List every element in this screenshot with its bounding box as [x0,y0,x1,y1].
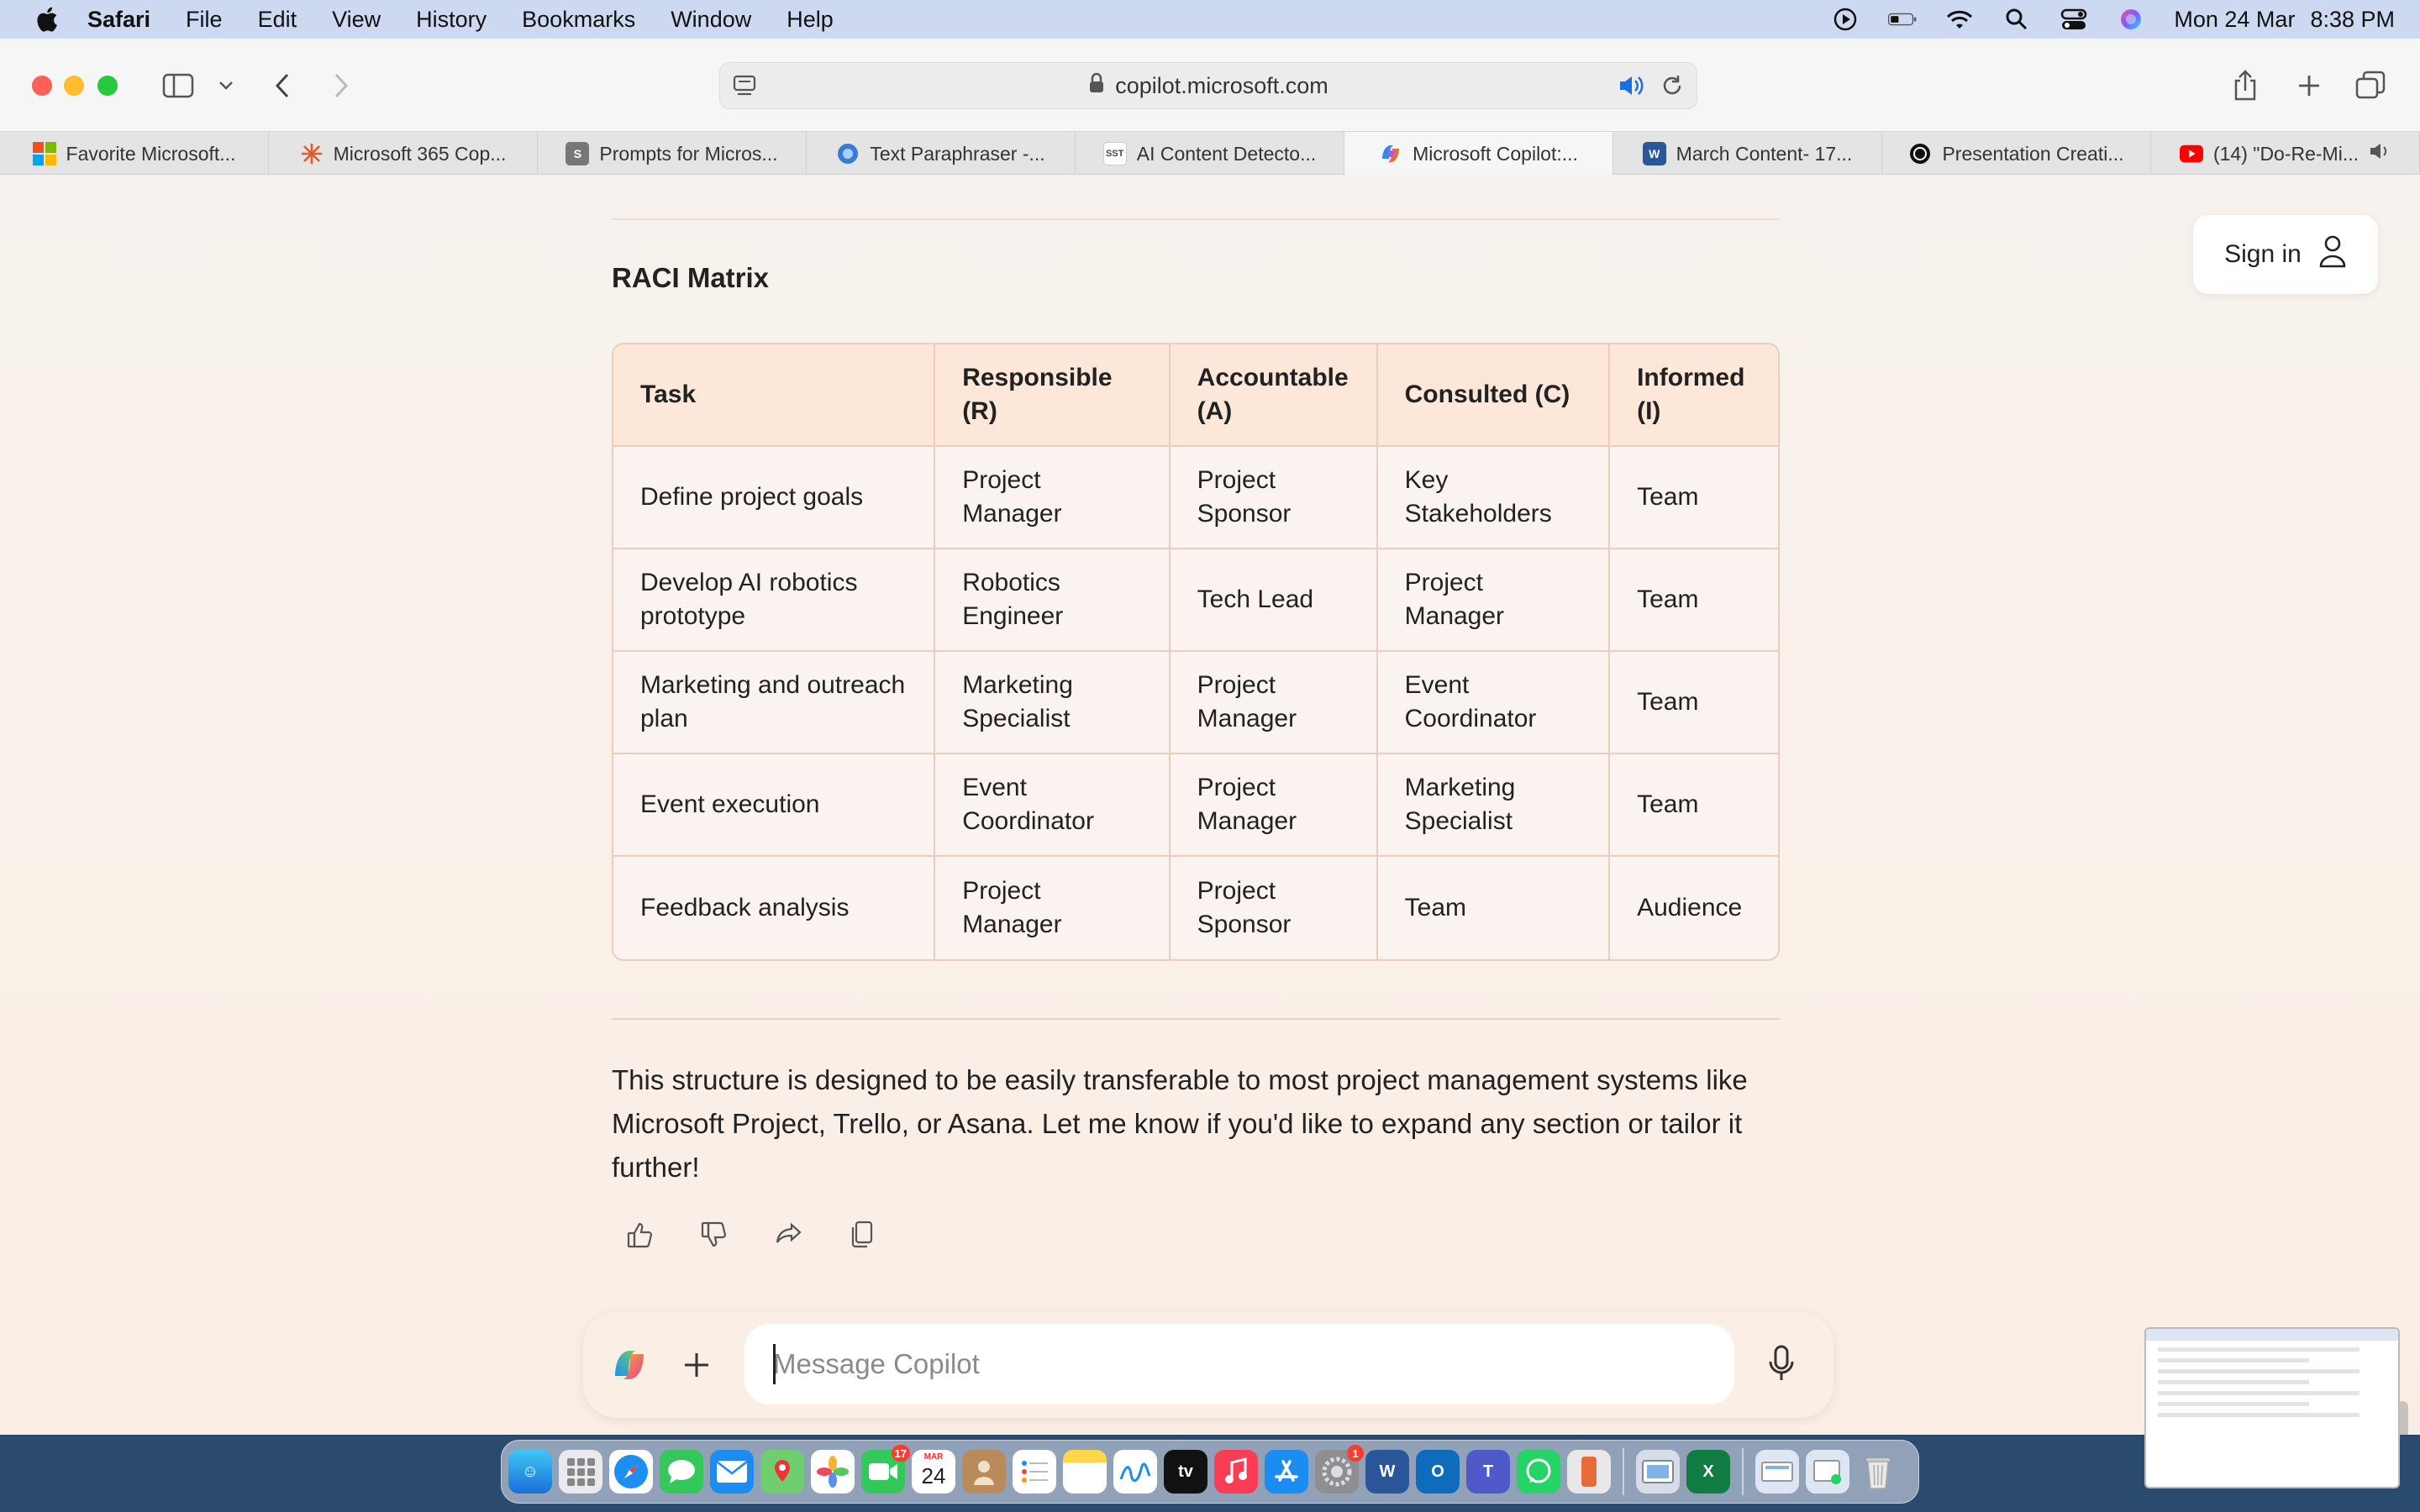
tab-bar [0,131,2420,175]
thumbnail-line [2158,1347,2360,1352]
excel-icon[interactable]: X [1686,1450,1730,1494]
tab-favorite-microsoft[interactable] [0,132,269,176]
back-button-icon[interactable] [267,67,297,104]
table-cell: Project Sponsor [1171,857,1378,959]
add-attachment-icon[interactable] [677,1346,716,1384]
tab-youtube-do-re-mi[interactable] [2151,132,2420,176]
screenshot-thumbnail[interactable] [2144,1327,2400,1488]
contacts-icon[interactable] [962,1450,1006,1494]
tab-label: AI Content Detecto... [1136,142,1317,165]
calendar-icon[interactable] [912,1450,955,1494]
table-cell: Marketing and outreach plan [613,652,935,754]
tab-overview-icon[interactable] [2353,67,2390,104]
table-cell: Project Manager [1378,549,1610,652]
close-window-button[interactable] [32,76,52,96]
youtube-icon [2180,142,2203,165]
section-heading: RACI Matrix [612,262,770,293]
calendar-month: MAR [923,1452,944,1462]
apple-tv-icon[interactable]: tv [1164,1450,1207,1494]
facetime-icon[interactable] [861,1446,907,1494]
maps-icon[interactable] [760,1450,804,1494]
table-cell: Project Manager [935,447,1170,549]
menu-view[interactable]: View [332,6,381,32]
menu-file[interactable]: File [186,6,223,32]
copy-icon[interactable] [844,1216,881,1253]
sidebar-toggle-icon[interactable] [160,67,197,104]
tab-microsoft-copilot[interactable] [1344,132,1613,176]
message-input[interactable] [744,1324,1734,1404]
teams-icon[interactable]: T [1466,1450,1510,1494]
table-row [613,549,1778,652]
menu-window[interactable]: Window [671,6,752,32]
table-cell: Team [1610,652,1778,754]
safari-icon[interactable] [609,1450,653,1494]
table-cell: Team [1610,447,1778,549]
notification-badge: 1 [1347,1445,1364,1462]
sign-in-label: Sign in [2224,240,2302,268]
table-cell: Project Manager [1171,754,1378,857]
divider [612,1018,1780,1020]
table-header-row [613,344,1778,447]
microphone-icon[interactable] [1760,1342,1803,1386]
app-store-icon[interactable] [1265,1450,1308,1494]
table-cell: Define project goals [613,447,935,549]
clock-time: 8:38 PM [2310,6,2395,32]
table-cell: Feedback analysis [613,857,935,959]
table-cell: Event Coordinator [1378,652,1610,754]
menu-clock[interactable] [2174,7,2395,33]
outlook-icon[interactable]: O [1416,1450,1460,1494]
text-cursor [773,1344,776,1384]
zoom-window-button[interactable] [97,76,118,96]
minimize-window-button[interactable] [64,76,84,96]
dock-separator [1742,1448,1744,1495]
notification-badge: 17 [892,1445,910,1462]
table-cell: Event Coordinator [935,754,1170,857]
tab-audio-icon[interactable] [2369,141,2391,166]
table-row [613,652,1778,754]
sst-icon: SST [1103,142,1127,165]
forward-button-icon[interactable] [326,67,356,104]
message-composer [583,1312,1833,1418]
table-cell: Event execution [613,754,935,857]
url-text: copilot.microsoft.com [1115,72,1328,98]
photos-icon[interactable] [811,1450,855,1494]
tab-label: March Content- 17... [1676,142,1853,165]
new-tab-plus-icon[interactable] [2292,67,2326,104]
apple-icon[interactable] [34,5,59,34]
music-icon[interactable] [1214,1450,1258,1494]
tab-label: (14) "Do-Re-Mi... [2212,142,2360,165]
table-row [613,754,1778,857]
reminders-icon[interactable] [1013,1450,1056,1494]
table-cell: Tech Lead [1171,549,1378,652]
thumbnail-line [2158,1369,2360,1373]
table-cell: Key Stakeholders [1378,447,1610,549]
tab-label: Text Paraphraser -... [870,142,1045,165]
table-cell: Marketing Specialist [1378,754,1610,857]
table-cell: Project Manager [1171,652,1378,754]
safari-window [0,39,2420,1435]
notes-icon[interactable] [1063,1450,1107,1494]
thumbnail-line [2158,1413,2360,1417]
table-cell: Robotics Engineer [935,549,1170,652]
play-status-icon[interactable] [1831,7,1860,32]
thumbs-down-icon[interactable] [696,1216,733,1253]
table-cell: Project Manager [935,857,1170,959]
thumbnail-line [2158,1358,2309,1362]
calendar-day: 24 [921,1463,946,1488]
menu-history[interactable]: History [416,6,487,32]
mail-icon[interactable] [710,1450,754,1494]
system-settings-icon[interactable] [1315,1446,1359,1494]
tab-label: Prompts for Micros... [599,142,778,165]
table-row [613,447,1778,549]
column-header: Consulted (C) [1378,344,1610,447]
tab-ai-content-detector[interactable] [1076,132,1344,176]
thumbnail-toolbar [2146,1329,2398,1341]
tab-label: Microsoft Copilot:... [1413,142,1578,165]
column-header: Task [613,344,935,447]
speaker-icon[interactable] [1618,73,1644,104]
page-content [0,175,2420,1435]
dock-separator [1623,1448,1624,1495]
table-cell: Develop AI robotics prototype [613,549,935,652]
wifi-icon[interactable] [1945,7,1974,32]
table-cell: Team [1378,857,1610,959]
menu-bookmarks[interactable]: Bookmarks [522,6,636,32]
menu-bar [0,0,2420,39]
copilot-icon [1379,142,1402,165]
whatsapp-icon[interactable] [1517,1450,1560,1494]
lock-icon [1088,72,1105,100]
tab-label: Favorite Microsoft... [66,142,236,165]
tab-microsoft-365-copilot[interactable] [269,132,538,176]
s-icon: S [566,142,589,165]
address-bar[interactable] [719,62,1697,109]
dock [501,1440,1919,1504]
launchpad-icon[interactable] [559,1450,602,1494]
menu-app-safari[interactable]: Safari [87,6,151,32]
share-icon[interactable] [2228,67,2262,104]
documents-stack-icon[interactable] [1806,1450,1849,1494]
copilot-logo-icon[interactable] [608,1344,650,1386]
browser-toolbar [0,39,2420,131]
thumbnail-line [2158,1380,2309,1384]
sign-in-button[interactable] [2193,215,2378,294]
thumbnail-line [2158,1391,2360,1395]
finder-icon[interactable]: ☺ [508,1450,552,1494]
asterisk-icon [300,142,324,165]
thumbnail-line [2158,1402,2309,1406]
menu-edit[interactable]: Edit [257,6,297,32]
preview-icon[interactable] [1636,1450,1680,1494]
messages-icon[interactable] [660,1450,703,1494]
table-cell: Team [1610,549,1778,652]
tab-presentation-creation[interactable] [1882,132,2151,176]
column-header: Accountable (A) [1171,344,1378,447]
trash-icon[interactable] [1856,1450,1900,1494]
downloads-stack-icon[interactable] [1755,1450,1799,1494]
iphone-mirroring-icon[interactable] [1567,1450,1611,1494]
control-center-icon[interactable] [2060,7,2088,32]
column-header: Informed (I) [1610,344,1778,447]
page-menu-icon[interactable] [732,73,757,104]
siri-icon[interactable] [2117,7,2145,32]
user-icon [2318,234,2347,275]
chevron-down-icon[interactable] [213,67,239,104]
tab-march-content[interactable] [1613,132,1882,176]
tab-label: Presentation Creati... [1942,142,2124,165]
divider [612,218,1780,220]
closing-message: This structure is designed to be easily transferable to most project management systems like Microsoft Project, Trello, or Asana. Let me know if you'd like to expand any section or tailor it further! [612,1064,1748,1183]
word-app-icon[interactable]: W [1365,1450,1409,1494]
table-cell: Audience [1610,857,1778,959]
microsoft-logo-icon [33,142,56,165]
column-header: Responsible (R) [935,344,1170,447]
share-response-icon[interactable] [770,1216,807,1253]
reload-icon[interactable] [1660,73,1685,104]
tab-label: Microsoft 365 Cop... [333,142,507,165]
freeform-icon[interactable] [1113,1450,1157,1494]
raci-table [612,343,1780,961]
table-cell: Marketing Specialist [935,652,1170,754]
menu-help[interactable]: Help [786,6,834,32]
thumbs-up-icon[interactable] [622,1216,659,1253]
spotlight-search-icon[interactable] [2002,7,2031,32]
table-cell: Team [1610,754,1778,857]
message-actions [622,1216,881,1253]
openai-icon [1908,142,1932,165]
tab-text-paraphraser[interactable] [807,132,1076,176]
tab-prompts-for-microsoft[interactable] [538,132,807,176]
clock-date: Mon 24 Mar [2174,6,2296,32]
battery-icon[interactable] [1888,7,1917,32]
paraphraser-icon [836,142,860,165]
table-row [613,857,1778,959]
word-icon: W [1643,142,1666,165]
table-cell: Project Sponsor [1171,447,1378,549]
